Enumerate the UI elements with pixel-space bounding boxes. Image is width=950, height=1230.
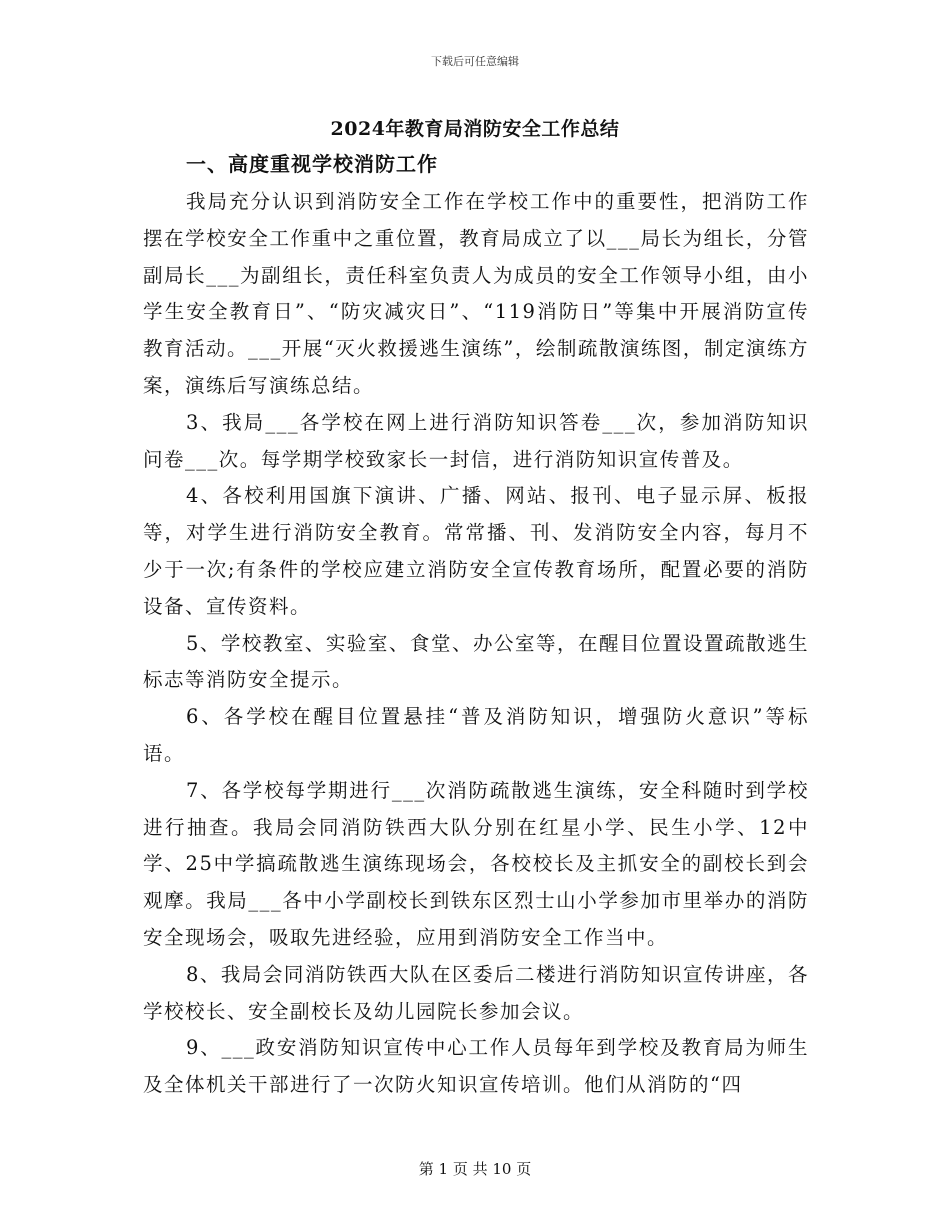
header-note: 下载后可任意编辑 <box>431 55 519 68</box>
paragraph-intro: 我局充分认识到消防安全工作在学校工作中的重要性，把消防工作摆在学校安全工作重中之重位置，教育局成立了以___局长为组长，分管副局长___为副组长，责任科室负责人为成员的安全工作领导小组，由小学生安全教育日”、“防灾减灾日”、“119消防日”等集中开展消防宣传教育活动。___开展“灭火救援逃生演练”，绘制疏散演练图，制定演练方案，演练后写演练总结。 <box>143 190 809 397</box>
document-body <box>143 184 809 1104</box>
paragraph-item-5: 5、学校教室、实验室、食堂、办公室等，在醒目位置设置疏散逃生标志等消防安全提示。 <box>143 631 809 692</box>
paragraph-item-3: 3、我局___各学校在网上进行消防知识答卷___次，参加消防知识问卷___次。每学期学校致家长一封信，进行消防知识宣传普及。 <box>143 410 809 471</box>
paragraph-item-8: 8、我局会同消防铁西大队在区委后二楼进行消防知识宣传讲座，各学校校长、安全副校长及幼儿园院长参加会议。 <box>143 962 809 1023</box>
paragraph-item-7: 7、各学校每学期进行___次消防疏散逃生演练，安全科随时到学校进行抽查。我局会同消防铁西大队分别在红星小学、民生小学、12中学、25中学搞疏散逃生演练现场会，各校校长及主抓安全的副校长到会观摩。我局___各中小学副校长到铁东区烈士山小学参加市里举办的消防安全现场会，吸取先进经验，应用到消防安全工作当中。 <box>143 778 809 949</box>
paragraph-item-6: 6、各学校在醒目位置悬挂“普及消防知识，增强防火意识”等标语。 <box>143 705 809 765</box>
paragraph-item-9: 9、___政安消防知识宣传中心工作人员每年到学校及教育局为师生及全体机关干部进行了一次防火知识宣传培训。他们从消防的“四 <box>143 1036 809 1097</box>
document-title: 2024年教育局消防安全工作总结 <box>330 118 620 140</box>
paragraph-item-4: 4、各校利用国旗下演讲、广播、网站、报刊、电子显示屏、板报等，对学生进行消防安全教育。常常播、刊、发消防安全内容，每月不少于一次;有条件的学校应建立消防安全宣传教育场所，配置必要的消防设备、宣传资料。 <box>143 484 809 618</box>
page-footer: 第 1 页 共 10 页 <box>418 1160 532 1178</box>
section-heading: 一、高度重视学校消防工作 <box>186 152 438 176</box>
